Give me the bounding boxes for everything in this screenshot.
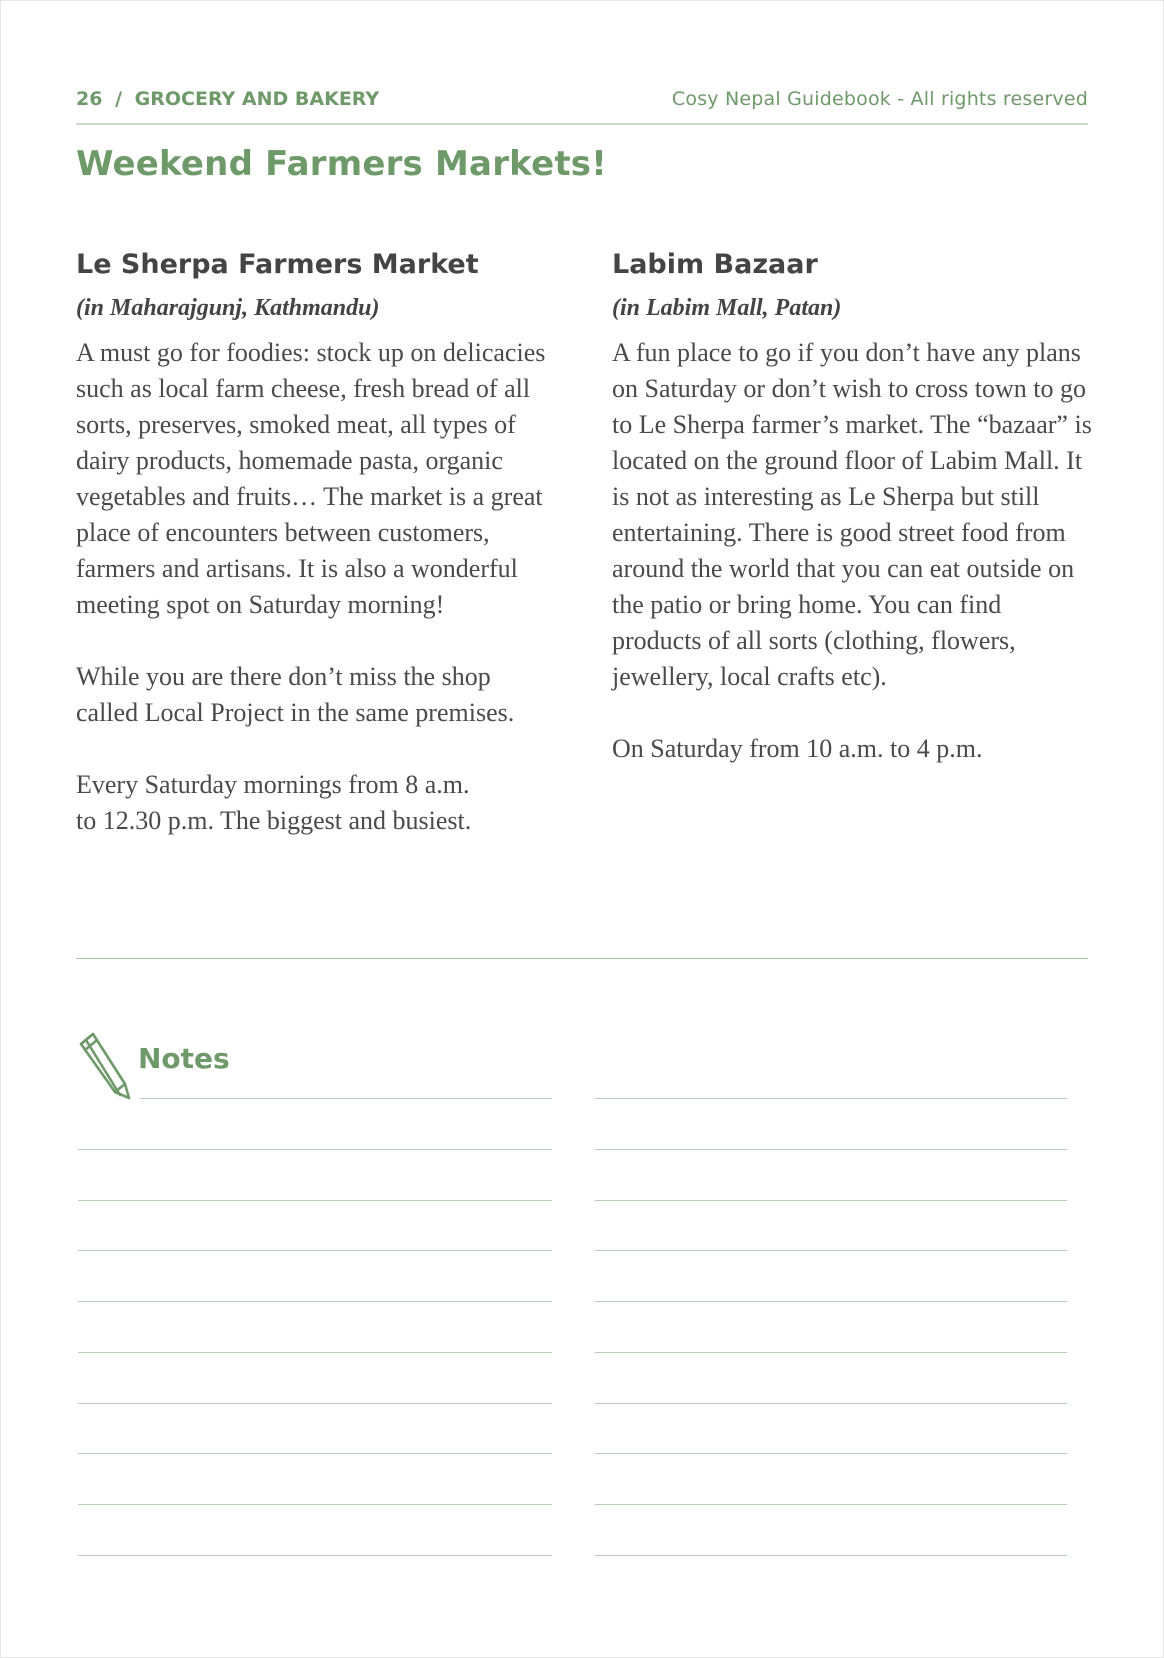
note-line bbox=[595, 1504, 1067, 1505]
note-line bbox=[78, 1149, 552, 1150]
note-line bbox=[78, 1403, 552, 1404]
note-line bbox=[78, 1200, 552, 1201]
note-line bbox=[595, 1301, 1067, 1302]
market-hours: Every Saturday mornings from 8 a.m. to 12.30 p.m. The biggest and busiest. bbox=[76, 770, 472, 835]
note-line bbox=[595, 1453, 1067, 1454]
section-divider bbox=[76, 958, 1088, 959]
note-line bbox=[140, 1098, 552, 1099]
market-tip: While you are there don’t miss the shop called Local Project in the same premises. bbox=[76, 662, 515, 727]
note-line bbox=[595, 1250, 1067, 1251]
note-line bbox=[78, 1301, 552, 1302]
note-line bbox=[595, 1149, 1067, 1150]
note-line bbox=[595, 1352, 1067, 1353]
page-header bbox=[76, 88, 1088, 110]
section-name: GROCERY AND BAKERY bbox=[134, 88, 380, 110]
market-column-labim bbox=[612, 247, 1092, 803]
note-line bbox=[78, 1352, 552, 1353]
notes-heading: Notes bbox=[138, 1042, 230, 1075]
pencil-icon bbox=[77, 1030, 131, 1100]
header-separator: / bbox=[115, 88, 123, 110]
market-name: Le Sherpa Farmers Market bbox=[76, 249, 479, 280]
note-line bbox=[78, 1250, 552, 1251]
market-location: (in Labim Mall, Patan) bbox=[612, 295, 842, 321]
note-line bbox=[78, 1453, 552, 1454]
market-hours: On Saturday from 10 a.m. to 4 p.m. bbox=[612, 734, 983, 763]
header-section-label bbox=[76, 88, 379, 110]
market-description: A must go for foodies: stock up on delicacies such as local farm cheese, fresh bread of all sorts, preserves, smoked meat, all types of dairy products, homemade pasta, organic vegetables and fruits… The market is a great place of encounters between customers, farmers and artisans. It is also a wonderful meeting spot on Saturday morning! bbox=[76, 338, 546, 619]
market-column-le-sherpa bbox=[76, 247, 556, 875]
page-number: 26 bbox=[76, 88, 103, 110]
note-line bbox=[595, 1403, 1067, 1404]
header-divider bbox=[76, 123, 1088, 125]
market-description: A fun place to go if you don’t have any plans on Saturday or don’t wish to cross town to go to Le Sherpa farmer’s market. The “bazaar” is located on the ground floor of Labim Mall. It is not as interesting as Le Sherpa but still entertaining. There is good street food from around the world that you can eat outside on the patio or bring home. You can find products of all sorts (clothing, flowers, jewellery, local crafts etc). bbox=[612, 338, 1092, 691]
market-location: (in Maharajgunj, Kathmandu) bbox=[76, 295, 380, 321]
note-line bbox=[78, 1555, 552, 1556]
market-name: Labim Bazaar bbox=[612, 249, 818, 280]
page-title: Weekend Farmers Markets! bbox=[76, 144, 607, 184]
note-line bbox=[78, 1504, 552, 1505]
note-line bbox=[595, 1098, 1067, 1099]
note-line bbox=[595, 1555, 1067, 1556]
copyright-notice: Cosy Nepal Guidebook - All rights reserved bbox=[671, 88, 1088, 110]
note-line bbox=[595, 1200, 1067, 1201]
